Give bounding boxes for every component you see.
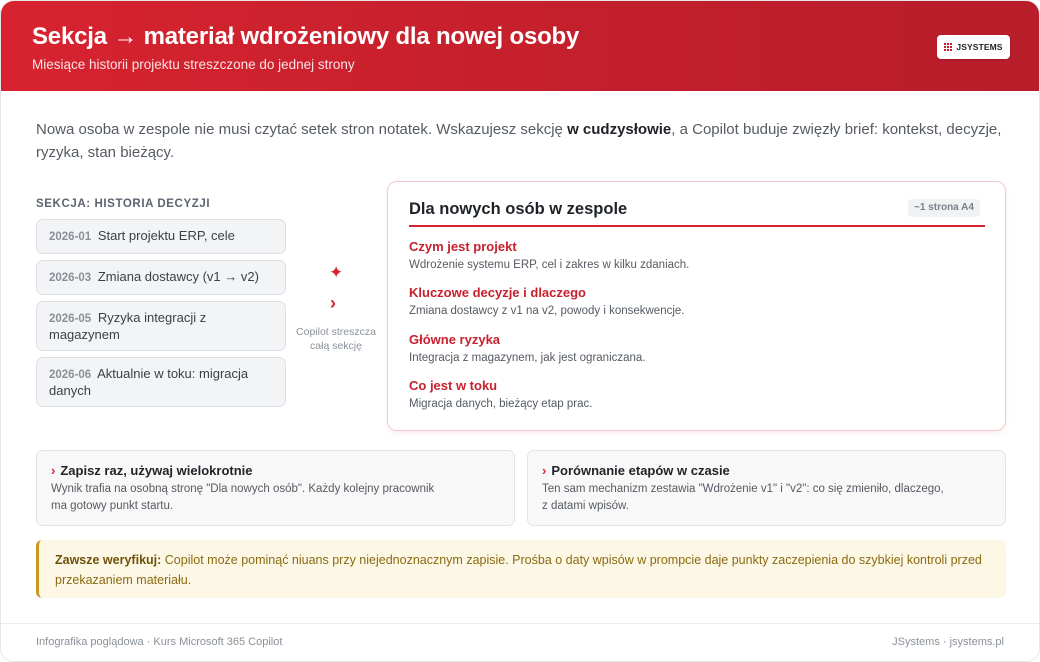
brief-entry-heading: Główne ryzyka bbox=[409, 332, 501, 347]
timeline-label: Aktualnie w toku: migracja bbox=[97, 365, 249, 381]
tip-title bbox=[51, 463, 500, 479]
header-banner bbox=[1, 1, 1040, 91]
intro-paragraph bbox=[36, 118, 1011, 164]
timeline-heading: SEKCJA: HISTORIA DECYZJI bbox=[36, 198, 211, 210]
brief-entry-text: Wdrożenie systemu ERP, cel i zakres w kilku zdaniach. bbox=[409, 259, 690, 271]
brief-entry-text: Integracja z magazynem, jak jest ograniczana. bbox=[409, 352, 646, 364]
timeline-date: 2026-03 bbox=[49, 272, 92, 284]
tip-text-line2: ma gotowy punkt startu. bbox=[51, 500, 174, 512]
brief-entry bbox=[409, 378, 592, 412]
warning-label: Zawsze weryfikuj: bbox=[55, 553, 162, 567]
tip-text-line2: z datami wpisów. bbox=[542, 500, 629, 512]
tip-card-reuse bbox=[36, 450, 515, 526]
timeline-label-continued: magazynem bbox=[49, 326, 120, 342]
tip-title-text: Porównanie etapów w czasie bbox=[551, 463, 730, 478]
tip-text bbox=[542, 481, 991, 515]
timeline-item bbox=[36, 357, 286, 407]
brief-entry-heading: Kluczowe decyzje i dlaczego bbox=[409, 285, 586, 300]
connector-note bbox=[285, 325, 387, 353]
chevron-right-icon: › bbox=[330, 293, 336, 313]
timeline-item bbox=[36, 219, 286, 254]
onboarding-brief-card bbox=[387, 181, 1006, 431]
brief-entry bbox=[409, 239, 689, 273]
intro-text-bold: w cudzysłowie bbox=[567, 121, 672, 138]
jsystems-logo bbox=[937, 35, 1010, 59]
page-subtitle: Miesiące historii projektu streszczone do jednej strony bbox=[32, 57, 355, 72]
intro-text-before: Nowa osoba w zespole nie musi czytać setek stron notatek. Wskazujesz sekcję bbox=[36, 121, 568, 138]
timeline-item bbox=[36, 301, 286, 351]
brief-entry-text: Zmiana dostawcy z v1 na v2, powody i konsekwencje. bbox=[409, 305, 685, 317]
intro-text-after: , a Copilot buduje zwięzły brief: kontekst, decyzje, ryzyka, stan bieżący. bbox=[36, 121, 1002, 161]
sparkle-icon: ✦ bbox=[329, 263, 344, 282]
brief-entry-heading: Co jest w toku bbox=[409, 378, 498, 393]
brief-divider bbox=[409, 225, 985, 227]
logo-mark-icon bbox=[944, 43, 953, 52]
footer-credit: Infografika poglądowa · Kurs Microsoft 365 Copilot bbox=[36, 636, 283, 648]
brief-entry bbox=[409, 332, 646, 366]
verification-warning bbox=[36, 540, 1006, 598]
tip-text bbox=[51, 481, 500, 515]
timeline-date: 2026-06 bbox=[49, 368, 92, 381]
tip-title bbox=[542, 463, 991, 479]
tip-card-compare bbox=[527, 450, 1006, 526]
timeline-label-continued: danych bbox=[49, 382, 91, 398]
timeline-date: 2026-05 bbox=[49, 312, 92, 325]
timeline-date: 2026-01 bbox=[49, 231, 92, 243]
tip-text-line1: Ten sam mechanizm zestawia "Wdrożenie v1" i "v2": co się zmieniło, dlaczego, bbox=[542, 483, 944, 495]
chevron-right-icon: › bbox=[542, 463, 547, 478]
tip-title-text: Zapisz raz, używaj wielokrotnie bbox=[60, 463, 253, 478]
footer-divider bbox=[1, 623, 1040, 624]
tip-text-line1: Wynik trafia na osobną stronę "Dla nowych osób". Każdy kolejny pracownik bbox=[51, 483, 435, 495]
brief-entry-heading: Czym jest projekt bbox=[409, 239, 517, 254]
chevron-right-icon: › bbox=[51, 463, 56, 478]
warning-text: Copilot może pominąć niuans przy niejednoznacznym zapisie. Prośba o daty wpisów w prompcie daje punkty zaczepienia do szybkiej kontroli przed przekazaniem materiału. bbox=[55, 553, 982, 587]
page-length-badge: ~1 strona A4 bbox=[908, 199, 980, 217]
timeline-label: Ryzyka integracji z bbox=[97, 309, 207, 325]
footer-brand: JSystems · jsystems.pl bbox=[892, 636, 1004, 648]
page-title: Sekcja → materiał wdrożeniowy dla nowej osoby bbox=[32, 23, 580, 50]
connector-note-line2: całą sekcję bbox=[310, 340, 362, 352]
logo-text: JSYSTEMS bbox=[956, 42, 1003, 52]
copilot-connector bbox=[285, 263, 387, 353]
timeline-label: Start projektu ERP, cele bbox=[97, 228, 235, 243]
connector-note-line1: Copilot streszcza bbox=[296, 326, 376, 338]
brief-entry-text: Migracja danych, bieżący etap prac. bbox=[409, 398, 593, 410]
timeline-item bbox=[36, 260, 286, 295]
timeline-label: Zmiana dostawcy (v1 → v2) bbox=[97, 269, 259, 284]
brief-title: Dla nowych osób w zespole bbox=[409, 200, 628, 218]
brief-entry bbox=[409, 285, 685, 319]
